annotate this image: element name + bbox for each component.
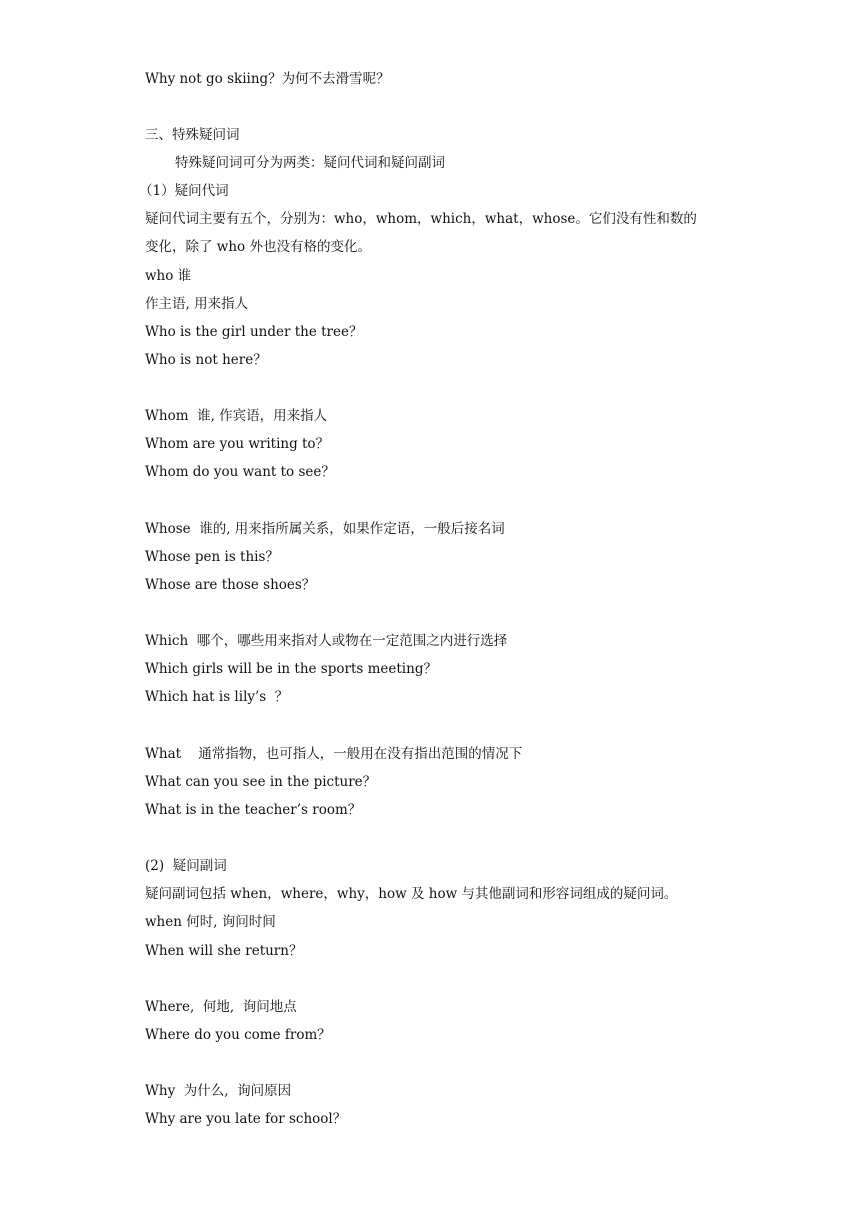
example-sentence: Who is not here？ bbox=[145, 352, 267, 368]
term-what: What 通常指物，也可指人，一般用在没有指出范围的情况下 bbox=[145, 746, 523, 762]
section-intro: 特殊疑问词可分为两类：疑问代词和疑问副词 bbox=[175, 155, 445, 171]
paragraph-line: 疑问代词主要有五个，分别为：who，whom，which，what，whose。它们没有性和数的 bbox=[145, 211, 697, 227]
paragraph-line: 变化，除了 who 外也没有格的变化。 bbox=[145, 239, 371, 255]
section-heading: 三、特殊疑问词 bbox=[145, 127, 240, 143]
example-sentence: Which hat is lily’s ？ bbox=[145, 689, 289, 705]
term-which: Which 哪个，哪些用来指对人或物在一定范围之内进行选择 bbox=[145, 633, 508, 649]
term-when: when 何时, 询问时间 bbox=[145, 914, 276, 930]
term-description: 作主语, 用来指人 bbox=[145, 296, 249, 312]
example-sentence: Which girls will be in the sports meeting？ bbox=[145, 661, 437, 677]
term-who: who 谁 bbox=[145, 268, 192, 284]
example-sentence: Whose are those shoes？ bbox=[145, 577, 316, 593]
subsection-heading-adverbs: (2) 疑问副词 bbox=[145, 858, 227, 874]
example-sentence: Who is the girl under the tree？ bbox=[145, 324, 363, 340]
example-sentence: When will she return？ bbox=[145, 943, 303, 959]
term-why: Why 为什么, 询问原因 bbox=[145, 1083, 292, 1099]
example-sentence: Whom are you writing to？ bbox=[145, 436, 330, 452]
example-sentence: Why are you late for school？ bbox=[145, 1111, 347, 1127]
term-where: Where, 何地, 询问地点 bbox=[145, 999, 297, 1015]
term-whose: Whose 谁的, 用来指所属关系，如果作定语，一般后接名词 bbox=[145, 521, 505, 537]
paragraph-line: 疑问副词包括 when，where，why，how 及 how 与其他副词和形容词组成的疑问词。 bbox=[145, 886, 678, 902]
example-sentence: What is in the teacher’s room？ bbox=[145, 802, 362, 818]
example-sentence: Where do you come from？ bbox=[145, 1027, 331, 1043]
subsection-heading-pronouns: （1）疑问代词 bbox=[139, 183, 229, 199]
example-sentence-why-not: Why not go skiing？为何不去滑雪呢？ bbox=[145, 71, 390, 87]
term-whom: Whom 谁, 作宾语，用来指人 bbox=[145, 408, 328, 424]
example-sentence: Whose pen is this？ bbox=[145, 549, 279, 565]
example-sentence: Whom do you want to see？ bbox=[145, 464, 335, 480]
example-sentence: What can you see in the picture？ bbox=[145, 774, 377, 790]
